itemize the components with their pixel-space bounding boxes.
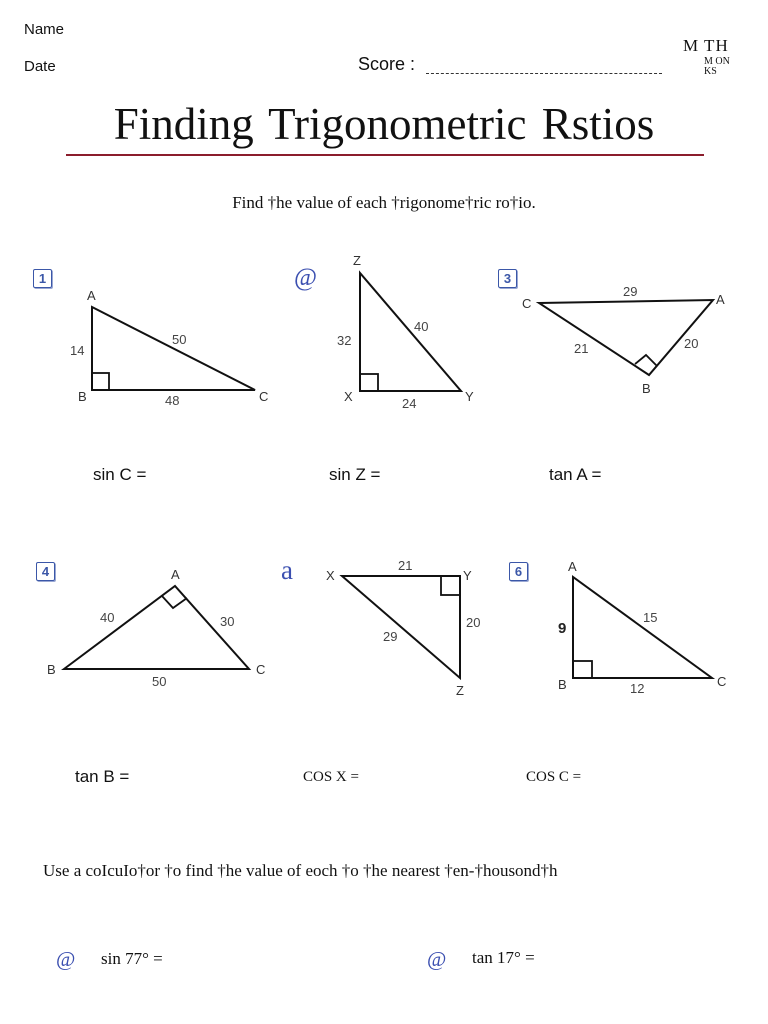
side-length: 29 — [383, 629, 398, 644]
page-title: Finding Trigonometric Rstios — [113, 99, 655, 149]
triangle-6 — [573, 577, 712, 678]
vertex-label: A — [87, 288, 96, 303]
side-length: 50 — [172, 332, 187, 347]
vertex-label: C — [717, 674, 727, 689]
vertex-label: B — [642, 381, 651, 396]
vertex-label: Y — [465, 389, 474, 404]
answer-prompt: tan B = — [75, 767, 130, 786]
right-angle-marker — [441, 576, 460, 595]
side-length: 30 — [220, 614, 235, 629]
side-length: 32 — [337, 333, 352, 348]
score-label: Score : — [358, 54, 416, 74]
side-length: 20 — [466, 615, 481, 630]
vertex-label: X — [344, 389, 353, 404]
problem-number-badge: @ — [427, 947, 447, 971]
side-length: 15 — [643, 610, 658, 625]
problem-number-badge: 4 — [36, 562, 55, 581]
triangle-5 — [342, 576, 460, 678]
side-length: 9 — [558, 620, 567, 637]
calculator-expression: tan 17° = — [472, 948, 535, 967]
side-length: 21 — [574, 341, 589, 356]
problem-number-badge: @ — [56, 947, 76, 971]
triangle-1 — [92, 307, 255, 390]
side-length: 12 — [630, 681, 645, 696]
vertex-label: Y — [463, 568, 472, 583]
vertex-label: Z — [456, 683, 464, 698]
logo-subtext-2: KS — [704, 66, 717, 77]
vertex-label: A — [716, 292, 725, 307]
answer-prompt: tan A = — [549, 465, 602, 484]
answer-prompt: sin Z = — [329, 465, 381, 484]
calculator-expression: sin 77° = — [101, 949, 163, 968]
vertex-label: Z — [353, 253, 361, 268]
right-angle-marker — [92, 373, 109, 390]
vertex-label: C — [256, 662, 266, 677]
problem-number-badge: 6 — [509, 562, 528, 581]
vertex-label: C — [522, 296, 532, 311]
side-length: 21 — [398, 558, 413, 573]
answer-prompt: COS C = — [526, 769, 582, 785]
answer-prompt: sin C = — [93, 465, 147, 484]
side-length: 14 — [70, 343, 85, 358]
calculator-instruction: Use a coIcuIo†or †o find †he value of eoch †o †he nearest †en-†housond†h — [43, 861, 558, 880]
side-length: 50 — [152, 674, 167, 689]
name-label: Name — [24, 21, 65, 38]
side-length: 29 — [623, 284, 638, 299]
vertex-label: A — [171, 567, 180, 582]
side-length: 48 — [165, 393, 180, 408]
instruction-text: Find †he value of each †rigonome†ric ro†io. — [232, 193, 536, 212]
vertex-label: B — [47, 662, 56, 677]
right-angle-marker — [635, 355, 657, 366]
vertex-label: A — [568, 559, 577, 574]
problem-number-badge: 3 — [498, 269, 517, 288]
side-length: 24 — [402, 396, 417, 411]
side-length: 40 — [100, 610, 115, 625]
side-length: 40 — [414, 319, 429, 334]
vertex-label: B — [558, 677, 567, 692]
right-angle-marker — [573, 661, 592, 678]
problem-number-badge: @ — [294, 264, 318, 291]
vertex-label: B — [78, 389, 87, 404]
vertex-label: C — [259, 389, 269, 404]
right-angle-marker — [162, 596, 187, 608]
logo-subtext-1: M ON — [704, 56, 730, 67]
answer-prompt: COS X = — [303, 769, 359, 785]
side-length: 20 — [684, 336, 699, 351]
right-angle-marker — [360, 374, 378, 391]
vertex-label: X — [326, 568, 335, 583]
problem-number-badge: a — [281, 555, 293, 585]
date-label: Date — [24, 58, 56, 75]
problem-number-badge: 1 — [33, 269, 52, 288]
logo-text: M TH — [683, 36, 729, 55]
